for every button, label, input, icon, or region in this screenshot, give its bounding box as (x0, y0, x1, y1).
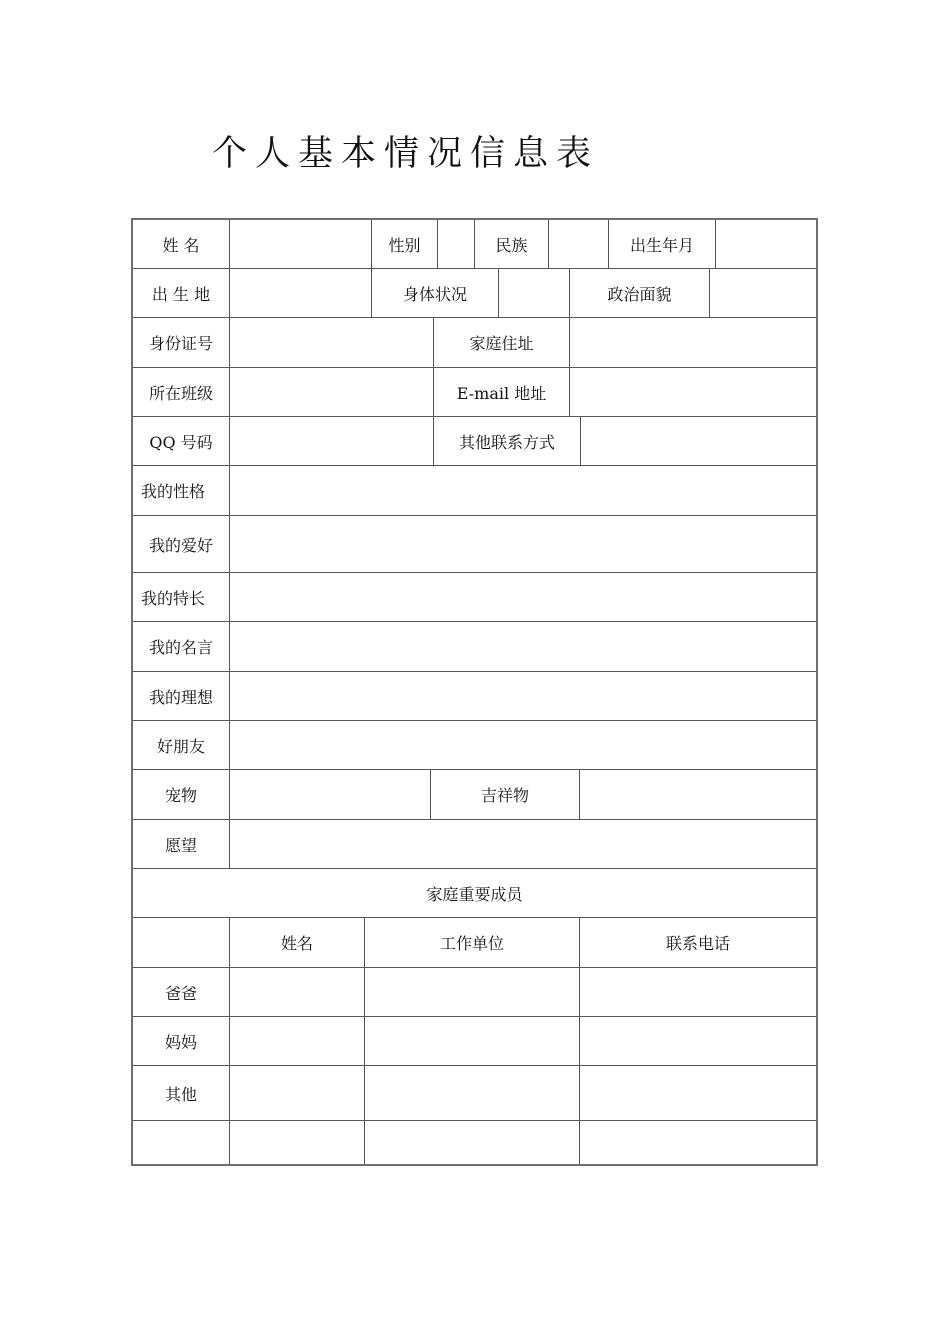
personality-input[interactable] (229, 466, 816, 515)
row-family-columns (133, 918, 816, 968)
row-friends (133, 721, 816, 770)
label-health: 身体状况 (371, 269, 498, 317)
row-family-blank (133, 1121, 816, 1164)
family-member-other: 其他 (164, 1084, 197, 1104)
label-birthplace: 出 生 地 (151, 284, 211, 304)
label-name: 姓 名 (162, 235, 200, 255)
motto-input[interactable] (229, 622, 816, 671)
class-input[interactable] (229, 368, 433, 416)
mother-phone-input[interactable] (579, 1017, 816, 1065)
label-id-number: 身份证号 (148, 334, 213, 353)
label-qq: QQ 号码 (149, 432, 213, 452)
row-specialty (133, 573, 816, 622)
row-qq (133, 417, 816, 466)
label-personality: 我的性格 (141, 482, 206, 501)
birth-date-input[interactable] (715, 220, 816, 268)
label-other-contact: 其他联系方式 (433, 417, 580, 465)
row-family-father (133, 968, 816, 1017)
family-col-name: 姓名 (229, 918, 364, 967)
row-family-other (133, 1066, 816, 1121)
row-motto (133, 622, 816, 672)
blank-phone-input[interactable] (579, 1121, 816, 1164)
page-title: 个人基本情况信息表 (212, 134, 600, 174)
row-ideal (133, 672, 816, 721)
ideal-input[interactable] (229, 672, 816, 720)
family-member-mother: 妈妈 (164, 1032, 197, 1052)
email-input[interactable] (569, 368, 816, 416)
row-class (133, 368, 816, 417)
label-birth-date: 出生年月 (608, 220, 715, 268)
home-address-input[interactable] (569, 318, 816, 367)
label-mascot: 吉祥物 (430, 770, 579, 819)
label-friends: 好朋友 (156, 736, 205, 756)
label-ideal: 我的理想 (148, 687, 213, 707)
mascot-input[interactable] (579, 770, 816, 819)
ethnicity-input[interactable] (548, 220, 608, 268)
other-workplace-input[interactable] (364, 1066, 579, 1120)
mother-name-input[interactable] (229, 1017, 364, 1065)
label-hobbies: 我的爱好 (148, 535, 213, 555)
label-wish: 愿望 (164, 835, 197, 855)
birthplace-input[interactable] (229, 269, 371, 317)
label-ethnicity: 民族 (474, 220, 548, 268)
father-name-input[interactable] (229, 968, 364, 1016)
family-col-workplace: 工作单位 (364, 918, 579, 967)
label-specialty: 我的特长 (141, 588, 206, 608)
gender-input[interactable] (437, 220, 474, 268)
specialty-input[interactable] (229, 573, 816, 621)
label-political-status: 政治面貌 (569, 269, 709, 317)
blank-name-input[interactable] (229, 1121, 364, 1164)
row-wish (133, 820, 816, 869)
label-pet: 宠物 (164, 786, 197, 805)
family-member-father: 爸爸 (164, 983, 197, 1003)
name-input[interactable] (229, 220, 371, 268)
wish-input[interactable] (229, 820, 816, 868)
label-motto: 我的名言 (148, 638, 213, 657)
row-pet (133, 770, 816, 820)
father-phone-input[interactable] (579, 968, 816, 1016)
label-email: E-mail 地址 (433, 368, 569, 416)
info-form (131, 218, 818, 1166)
family-col-blank (133, 918, 229, 967)
row-name (133, 220, 816, 269)
father-workplace-input[interactable] (364, 968, 579, 1016)
political-status-input[interactable] (709, 269, 816, 317)
friends-input[interactable] (229, 721, 816, 769)
id-number-input[interactable] (229, 318, 433, 367)
other-contact-input[interactable] (580, 417, 816, 465)
health-input[interactable] (498, 269, 569, 317)
row-family-header (133, 869, 816, 918)
row-personality (133, 466, 816, 516)
mother-workplace-input[interactable] (364, 1017, 579, 1065)
hobbies-input[interactable] (229, 516, 816, 572)
family-col-phone: 联系电话 (579, 918, 816, 967)
other-name-input[interactable] (229, 1066, 364, 1120)
row-id-number (133, 318, 816, 368)
qq-input[interactable] (229, 417, 433, 465)
row-family-mother (133, 1017, 816, 1066)
row-hobbies (133, 516, 816, 573)
other-phone-input[interactable] (579, 1066, 816, 1120)
label-class: 所在班级 (148, 383, 213, 403)
label-home-address: 家庭住址 (433, 318, 569, 367)
pet-input[interactable] (229, 770, 430, 819)
label-gender: 性别 (371, 220, 437, 268)
blank-member-input[interactable] (133, 1121, 229, 1164)
row-birthplace (133, 269, 816, 318)
blank-workplace-input[interactable] (364, 1121, 579, 1164)
family-section-title: 家庭重要成员 (426, 884, 523, 904)
